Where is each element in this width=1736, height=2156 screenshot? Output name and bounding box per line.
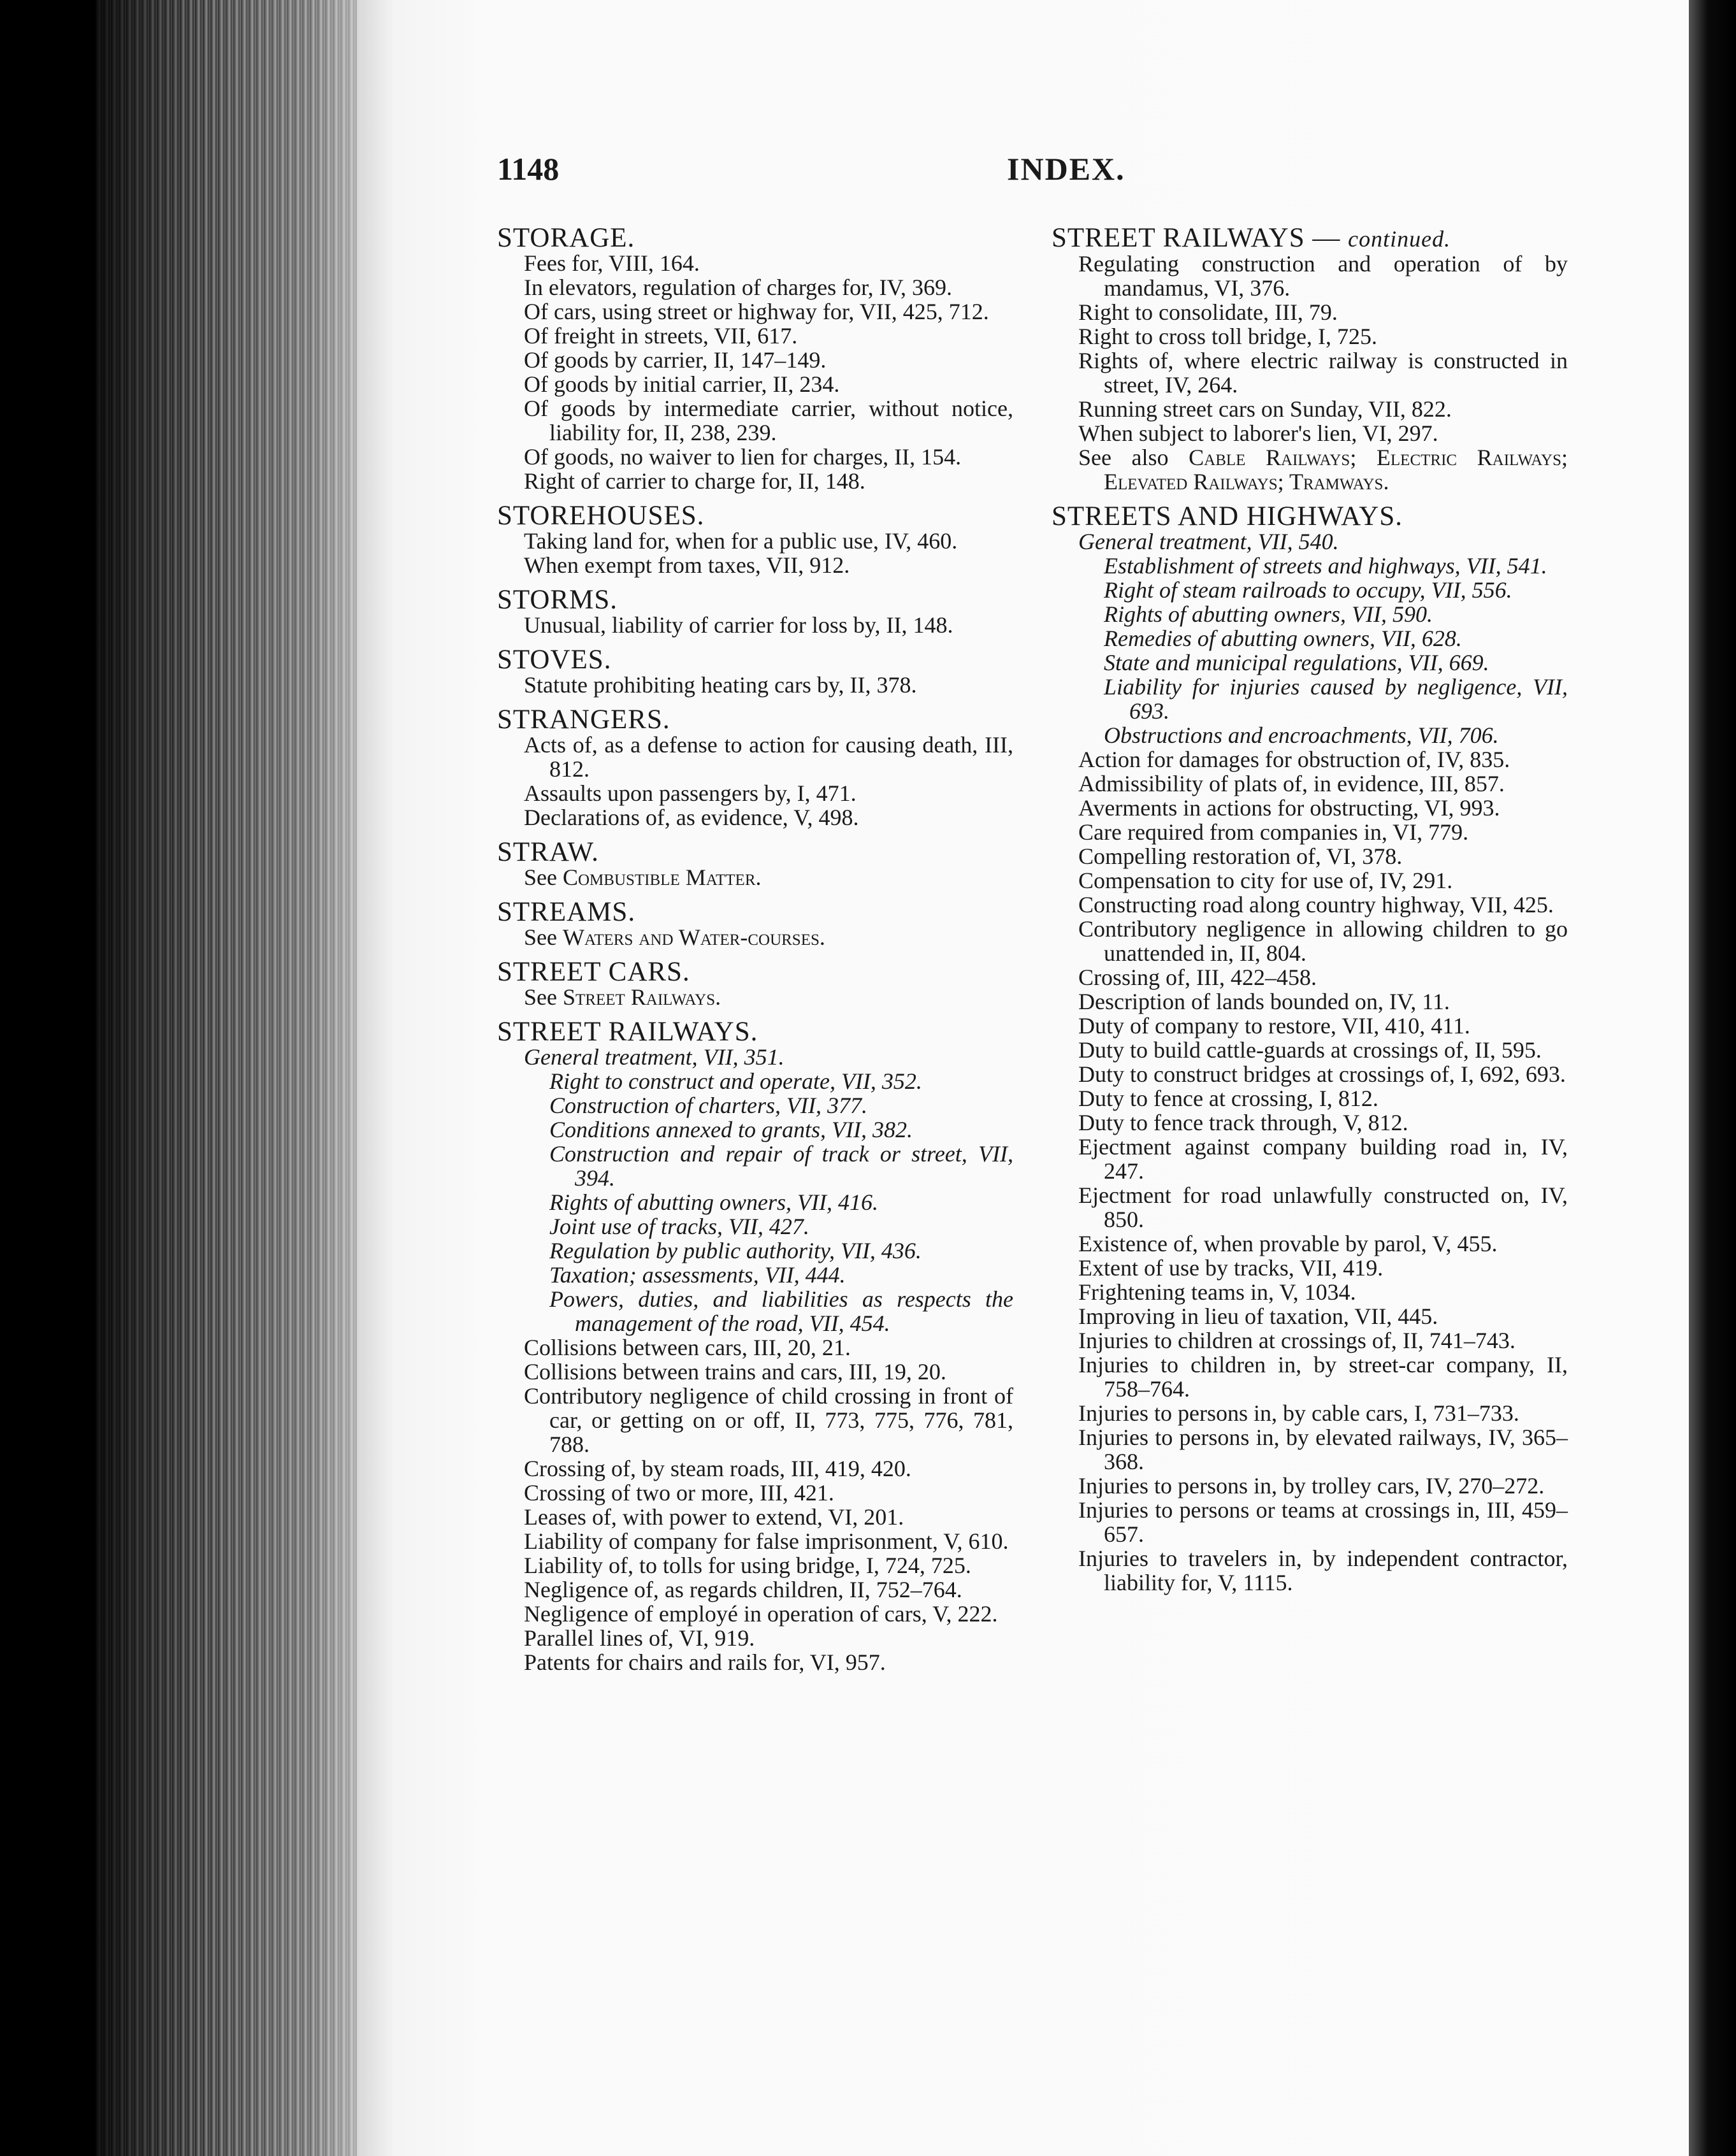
- index-entry: Right to cross toll bridge, I, 725.: [1078, 324, 1377, 349]
- index-entry: When subject to laborer's lien, VI, 297.: [1078, 420, 1438, 446]
- index-entry: Care required from companies in, VI, 779.: [1078, 819, 1469, 845]
- subtopic-entry: State and municipal regulations, VII, 669.: [1104, 650, 1489, 675]
- index-entry: Compelling restoration of, VI, 378.: [1078, 844, 1403, 869]
- index-entry: Ejectment for road unlawfully constructed on, IV, 850.: [1078, 1182, 1568, 1232]
- index-entry: Taking land for, when for a public use, IV, 460.: [524, 528, 958, 554]
- index-entry: Liability of, to tolls for using bridge, I, 724, 725.: [524, 1553, 971, 1578]
- index-entry: Unusual, liability of carrier for loss by, II, 148.: [524, 612, 953, 638]
- subtopic-entry: Establishment of streets and highways, VII, 541.: [1104, 553, 1547, 579]
- cross-reference: [1052, 445, 1568, 494]
- index-heading: STRANGERS.: [497, 705, 670, 735]
- index-heading: STORAGE.: [497, 223, 635, 253]
- index-entry: Right of carrier to charge for, II, 148.: [524, 468, 865, 494]
- subtopic-entry: Rights of abutting owners, VII, 590.: [1104, 601, 1433, 627]
- index-entry: Of goods by intermediate carrier, without notice, liability for, II, 238, 239.: [524, 396, 1013, 445]
- index-page: [357, 0, 1689, 2156]
- index-entry: Liability of company for false imprisonment, V, 610.: [524, 1528, 1009, 1554]
- index-entry: Of goods by initial carrier, II, 234.: [524, 371, 840, 397]
- index-entry: Admissibility of plats of, in evidence, III, 857.: [1078, 771, 1505, 796]
- index-entry: Action for damages for obstruction of, IV, 835.: [1078, 747, 1510, 772]
- index-entry: Duty to build cattle-guards at crossings of, II, 595.: [1078, 1037, 1542, 1063]
- index-entry: Of cars, using street or highway for, VII, 425, 712.: [524, 299, 989, 324]
- subtopic-entry: Powers, duties, and liabilities as respects the management of the road, VII, 454.: [549, 1286, 1013, 1336]
- see-target: Waters and Water-courses: [562, 924, 820, 950]
- subtopic-entry: Construction of charters, VII, 377.: [549, 1093, 867, 1118]
- index-entry: Injuries to persons in, by elevated railways, IV, 365–368.: [1078, 1425, 1568, 1474]
- index-entry: Assaults upon passengers by, I, 471.: [524, 780, 857, 806]
- index-entry: Regulating construction and operation of by mandamus, VI, 376.: [1078, 251, 1568, 301]
- index-heading: STREETS AND HIGHWAYS.: [1052, 501, 1403, 531]
- index-entry: Contributory negligence in allowing children to go unattended in, II, 804.: [1078, 916, 1568, 966]
- see-prefix: See also: [1078, 445, 1189, 470]
- index-entry: Duty to fence at crossing, I, 812.: [1078, 1086, 1378, 1111]
- index-entry: Ejectment against company building road in, IV, 247.: [1078, 1134, 1568, 1184]
- index-entry: Improving in lieu of taxation, VII, 445.: [1078, 1304, 1438, 1329]
- index-entry: Statute prohibiting heating cars by, II, 378.: [524, 672, 917, 698]
- index-entry: Of goods by carrier, II, 147–149.: [524, 347, 827, 373]
- index-entry: Negligence of employé in operation of cars, V, 222.: [524, 1601, 998, 1627]
- index-entry: Constructing road along country highway, VII, 425.: [1078, 892, 1554, 917]
- index-entry: Injuries to persons in, by trolley cars, IV, 270–272.: [1078, 1473, 1545, 1498]
- general-treatment-entry: General treatment, VII, 351.: [524, 1044, 785, 1070]
- index-heading: STOVES.: [497, 645, 612, 675]
- index-column-right: [1052, 215, 1568, 1595]
- see-target: Street Railways: [562, 984, 716, 1010]
- see-prefix: See: [524, 924, 563, 950]
- index-entry: Of freight in streets, VII, 617.: [524, 323, 798, 349]
- index-heading: STRAW.: [497, 837, 599, 867]
- subtopic-entry: Regulation by public authority, VII, 436.: [549, 1238, 922, 1263]
- page-header: [497, 150, 1453, 201]
- index-entry: Frightening teams in, V, 1034.: [1078, 1279, 1356, 1305]
- index-heading: STREET CARS.: [497, 957, 690, 987]
- subtopic-entry: Taxation; assessments, VII, 444.: [549, 1262, 846, 1288]
- index-entry: Negligence of, as regards children, II, 752–764.: [524, 1577, 962, 1602]
- index-entry: Leases of, with power to extend, VI, 201.: [524, 1504, 904, 1530]
- book-page-edges: [96, 0, 363, 2156]
- subtopic-entry: Rights of abutting owners, VII, 416.: [549, 1189, 878, 1215]
- subtopic-entry: Right to construct and operate, VII, 352.: [549, 1068, 922, 1094]
- index-entry: Rights of, where electric railway is constructed in street, IV, 264.: [1078, 348, 1568, 398]
- index-entry: Acts of, as a defense to action for causing death, III, 812.: [524, 732, 1013, 782]
- index-entry: Averments in actions for obstructing, VI, 993.: [1078, 795, 1500, 821]
- cross-reference: [497, 925, 1013, 949]
- see-target: Combustible Matter: [562, 865, 756, 890]
- index-entry: Running street cars on Sunday, VII, 822.: [1078, 396, 1452, 422]
- index-entry: Injuries to persons or teams at crossings in, III, 459–657.: [1078, 1497, 1568, 1547]
- general-treatment-entry: General treatment, VII, 540.: [1078, 529, 1339, 554]
- subtopic-entry: Conditions annexed to grants, VII, 382.: [549, 1117, 913, 1142]
- index-heading: STREAMS.: [497, 897, 636, 927]
- index-entry: Injuries to persons in, by cable cars, I, 731–733.: [1078, 1400, 1519, 1426]
- index-entry: Existence of, when provable by parol, V, 455.: [1078, 1231, 1498, 1256]
- index-entry: Injuries to children in, by street-car company, II, 758–764.: [1078, 1352, 1568, 1402]
- index-heading: [1052, 223, 1568, 253]
- subtopic-entry: Liability for injuries caused by negligence, VII, 693.: [1104, 674, 1568, 724]
- index-entry: Contributory negligence of child crossing in front of car, or getting on or off, II, 773, 775, 776, 781, 788.: [524, 1383, 1013, 1457]
- index-entry: Compensation to city for use of, IV, 291.: [1078, 868, 1453, 893]
- index-column-left: [497, 215, 1013, 1674]
- see-suffix: .: [755, 865, 762, 890]
- continued-label: continued.: [1348, 226, 1451, 252]
- index-entry: Fees for, VIII, 164.: [524, 250, 700, 276]
- see-target: Cable Railways; Electric Railways; Elevated Railways; Tramways: [1104, 445, 1568, 494]
- page-number: 1148: [497, 151, 560, 187]
- see-suffix: .: [819, 924, 825, 950]
- subtopic-entry: Construction and repair of track or street, VII, 394.: [549, 1141, 1013, 1191]
- index-entry: Duty to fence track through, V, 812.: [1078, 1110, 1408, 1135]
- index-entry: Duty of company to restore, VII, 410, 411.: [1078, 1013, 1470, 1038]
- see-prefix: See: [524, 984, 563, 1010]
- index-entry: Injuries to children at crossings of, II, 741–743.: [1078, 1328, 1515, 1353]
- index-entry: Extent of use by tracks, VII, 419.: [1078, 1255, 1384, 1281]
- index-entry: In elevators, regulation of charges for, IV, 369.: [524, 275, 953, 300]
- index-entry: Collisions between cars, III, 20, 21.: [524, 1335, 851, 1360]
- index-entry: Of goods, no waiver to lien for charges, II, 154.: [524, 444, 962, 470]
- subtopic-entry: Joint use of tracks, VII, 427.: [549, 1214, 809, 1239]
- running-head: INDEX.: [1007, 151, 1125, 187]
- index-heading: STORMS.: [497, 585, 618, 615]
- see-suffix: .: [1383, 469, 1389, 494]
- index-entry: Crossing of, III, 422–458.: [1078, 965, 1317, 990]
- index-heading: STOREHOUSES.: [497, 501, 705, 531]
- index-heading: STREET RAILWAYS.: [497, 1017, 758, 1047]
- index-entry: Duty to construct bridges at crossings of, I, 692, 693.: [1078, 1061, 1566, 1087]
- cross-reference: [497, 985, 1013, 1009]
- index-entry: Description of lands bounded on, IV, 11.: [1078, 989, 1450, 1014]
- index-entry: Collisions between trains and cars, III, 19, 20.: [524, 1359, 946, 1384]
- subtopic-entry: Obstructions and encroachments, VII, 706.: [1104, 722, 1499, 748]
- index-entry: Parallel lines of, VI, 919.: [524, 1625, 755, 1651]
- index-entry: Patents for chairs and rails for, VI, 957.: [524, 1649, 886, 1675]
- subtopic-entry: Remedies of abutting owners, VII, 628.: [1104, 626, 1462, 651]
- subtopic-entry: Right of steam railroads to occupy, VII, 556.: [1104, 577, 1512, 603]
- index-entry: Declarations of, as evidence, V, 498.: [524, 805, 859, 830]
- heading-text: STREET RAILWAYS —: [1052, 223, 1349, 253]
- index-entry: Crossing of, by steam roads, III, 419, 420.: [524, 1456, 911, 1481]
- cross-reference: [497, 865, 1013, 889]
- see-prefix: See: [524, 865, 563, 890]
- see-suffix: .: [715, 984, 721, 1010]
- index-entry: Injuries to travelers in, by independent contractor, liability for, V, 1115.: [1078, 1546, 1568, 1595]
- index-entry: Crossing of two or more, III, 421.: [524, 1480, 834, 1506]
- right-shadow: [1689, 0, 1736, 2156]
- index-entry: Right to consolidate, III, 79.: [1078, 299, 1338, 325]
- index-entry: When exempt from taxes, VII, 912.: [524, 552, 850, 578]
